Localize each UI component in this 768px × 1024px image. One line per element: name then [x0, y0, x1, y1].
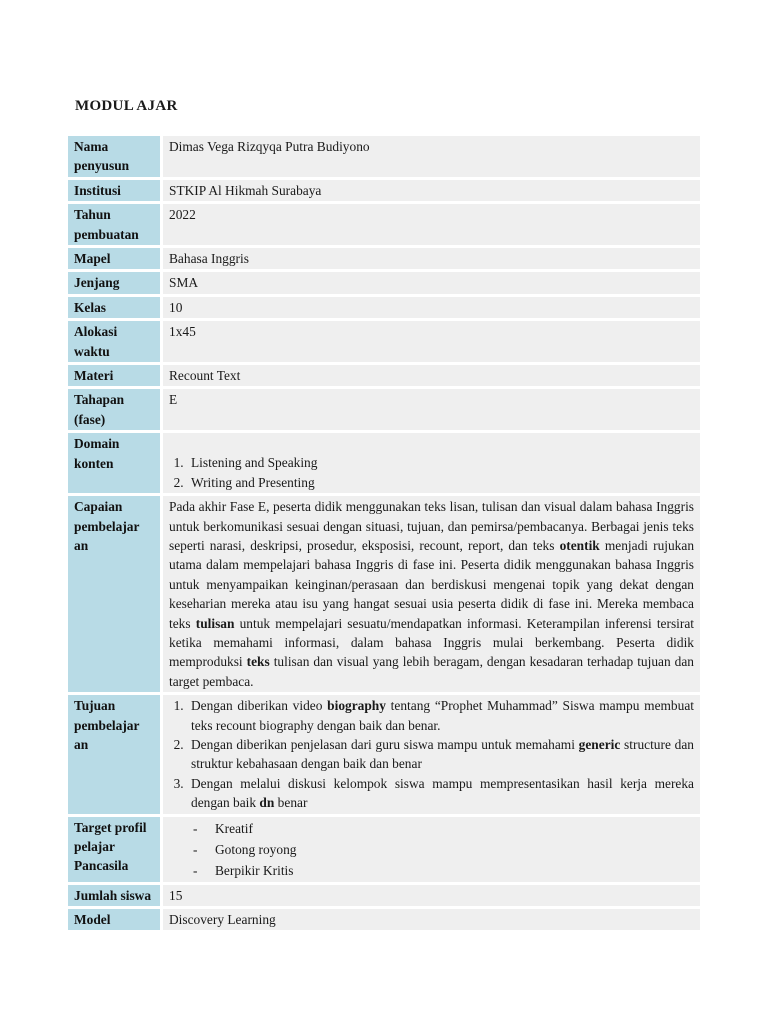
capaian-bold-text: teks — [246, 654, 270, 670]
capaian-text: Pada akhir Fase E, peserta didik menggunakan teks lisan, tulisan dan visual dalam bahasa Inggris untuk berkomunikasi sesuai dengan situasi, tujuan, dan pemirsa/pembacanya. Berbagai jenis teks seperti narasi, deskripsi, prosedur, eksposisi, recount, report, dan teks — [169, 499, 694, 553]
tujuan-text: benar — [274, 795, 308, 811]
label-kelas: Kelas — [68, 297, 163, 318]
value-kelas: 10 — [163, 297, 700, 318]
tujuan-list — [169, 696, 694, 812]
row-penyusun — [68, 136, 700, 177]
capaian-text: untuk mempelajari sesuatu/mendapatkan informasi. Keterampilan inferensi tersirat ketika memahami informasi, dalam bahasa Inggris mulai berkembang. Peserta didik memproduksi — [169, 615, 695, 670]
row-kelas — [68, 297, 700, 318]
label-tujuan: Tujuan pembelajar an — [68, 695, 163, 813]
label-domain: Domain konten — [68, 433, 163, 493]
row-capaian — [68, 496, 700, 692]
row-domain — [68, 433, 700, 493]
row-tahapan — [68, 389, 700, 430]
tujuan-text: Dengan melalui diskusi kelompok siswa mampu mempresentasikan hasil kerja mereka dengan baik — [191, 775, 694, 811]
tujuan-bold-text: generic — [578, 736, 621, 752]
tujuan-item — [187, 735, 694, 774]
row-institusi — [68, 180, 700, 201]
value-capaian — [163, 496, 700, 692]
value-tujuan — [163, 695, 700, 813]
tujuan-item — [187, 774, 694, 813]
value-materi: Recount Text — [163, 365, 700, 386]
capaian-text: tulisan dan visual yang lebih beragam, dengan kesadaran terhadap tujuan dan target pembaca. — [169, 654, 694, 689]
value-domain — [163, 433, 700, 493]
row-materi — [68, 365, 700, 386]
domain-item: 2. Writing and Presenting — [187, 473, 694, 492]
value-jumlah: 15 — [163, 885, 700, 906]
tujuan-item — [187, 696, 694, 735]
label-institusi: Institusi — [68, 180, 163, 201]
document-title: MODUL AJAR — [75, 98, 178, 114]
row-profil — [68, 817, 700, 882]
capaian-bold-text: tulisan — [195, 615, 235, 631]
row-alokasi — [68, 321, 700, 362]
profil-item: - Kreatif — [169, 818, 694, 839]
tujuan-text: Dengan diberikan video — [191, 698, 328, 714]
profil-list — [169, 818, 694, 881]
row-jenjang — [68, 272, 700, 293]
domain-list — [169, 453, 694, 492]
label-alokasi: Alokasi waktu — [68, 321, 163, 362]
value-model: Discovery Learning — [163, 909, 700, 930]
profil-item: - Berpikir Kritis — [169, 860, 694, 881]
value-tahapan: E — [163, 389, 700, 430]
value-mapel: Bahasa Inggris — [163, 248, 700, 269]
domain-item: 1. Listening and Speaking — [187, 453, 694, 472]
label-tahapan: Tahapan (fase) — [68, 389, 163, 430]
label-jumlah: Jumlah siswa — [68, 885, 163, 906]
capaian-text: menjadi rujukan utama dalam mempelajari bahasa Inggris di fase ini. Peserta didik menggunakan bahasa Inggris untuk menyampaikan keinginan/perasaan dan berdiskusi mengenai topik yang dekat dengan keseharian mereka atau isu yang hangat sesuai usia peserta didik di fase ini. Mereka membaca teks — [169, 537, 695, 631]
row-jumlah — [68, 885, 700, 906]
value-penyusun: Dimas Vega Rizqyqa Putra Budiyono — [163, 136, 700, 177]
row-model — [68, 909, 700, 930]
tujuan-bold-text: biography — [327, 698, 386, 714]
tujuan-text: tentang “Prophet Muhammad” Siswa mampu membuat teks recount biography dengan baik dan benar. — [191, 698, 694, 733]
tujuan-bold-text: dn — [259, 795, 275, 811]
tujuan-text: Dengan diberikan penjelasan dari guru siswa mampu untuk memahami — [191, 736, 579, 752]
module-info-table — [68, 133, 700, 933]
label-capaian: Capaian pembelajar an — [68, 496, 163, 692]
label-tahun: Tahun pembuatan — [68, 204, 163, 245]
label-mapel: Mapel — [68, 248, 163, 269]
label-materi: Materi — [68, 365, 163, 386]
tujuan-text: structure dan struktur kebahasaan dengan baik dan benar — [191, 736, 694, 772]
row-tahun — [68, 204, 700, 245]
value-jenjang: SMA — [163, 272, 700, 293]
label-profil: Target profil pelajar Pancasila — [68, 817, 163, 882]
value-profil — [163, 817, 700, 882]
value-tahun: 2022 — [163, 204, 700, 245]
profil-item: - Gotong royong — [169, 839, 694, 860]
capaian-bold-text: otentik — [559, 537, 600, 553]
label-model: Model — [68, 909, 163, 930]
value-institusi: STKIP Al Hikmah Surabaya — [163, 180, 700, 201]
row-mapel — [68, 248, 700, 269]
label-penyusun: Nama penyusun — [68, 136, 163, 177]
label-jenjang: Jenjang — [68, 272, 163, 293]
row-tujuan — [68, 695, 700, 813]
value-alokasi: 1x45 — [163, 321, 700, 362]
